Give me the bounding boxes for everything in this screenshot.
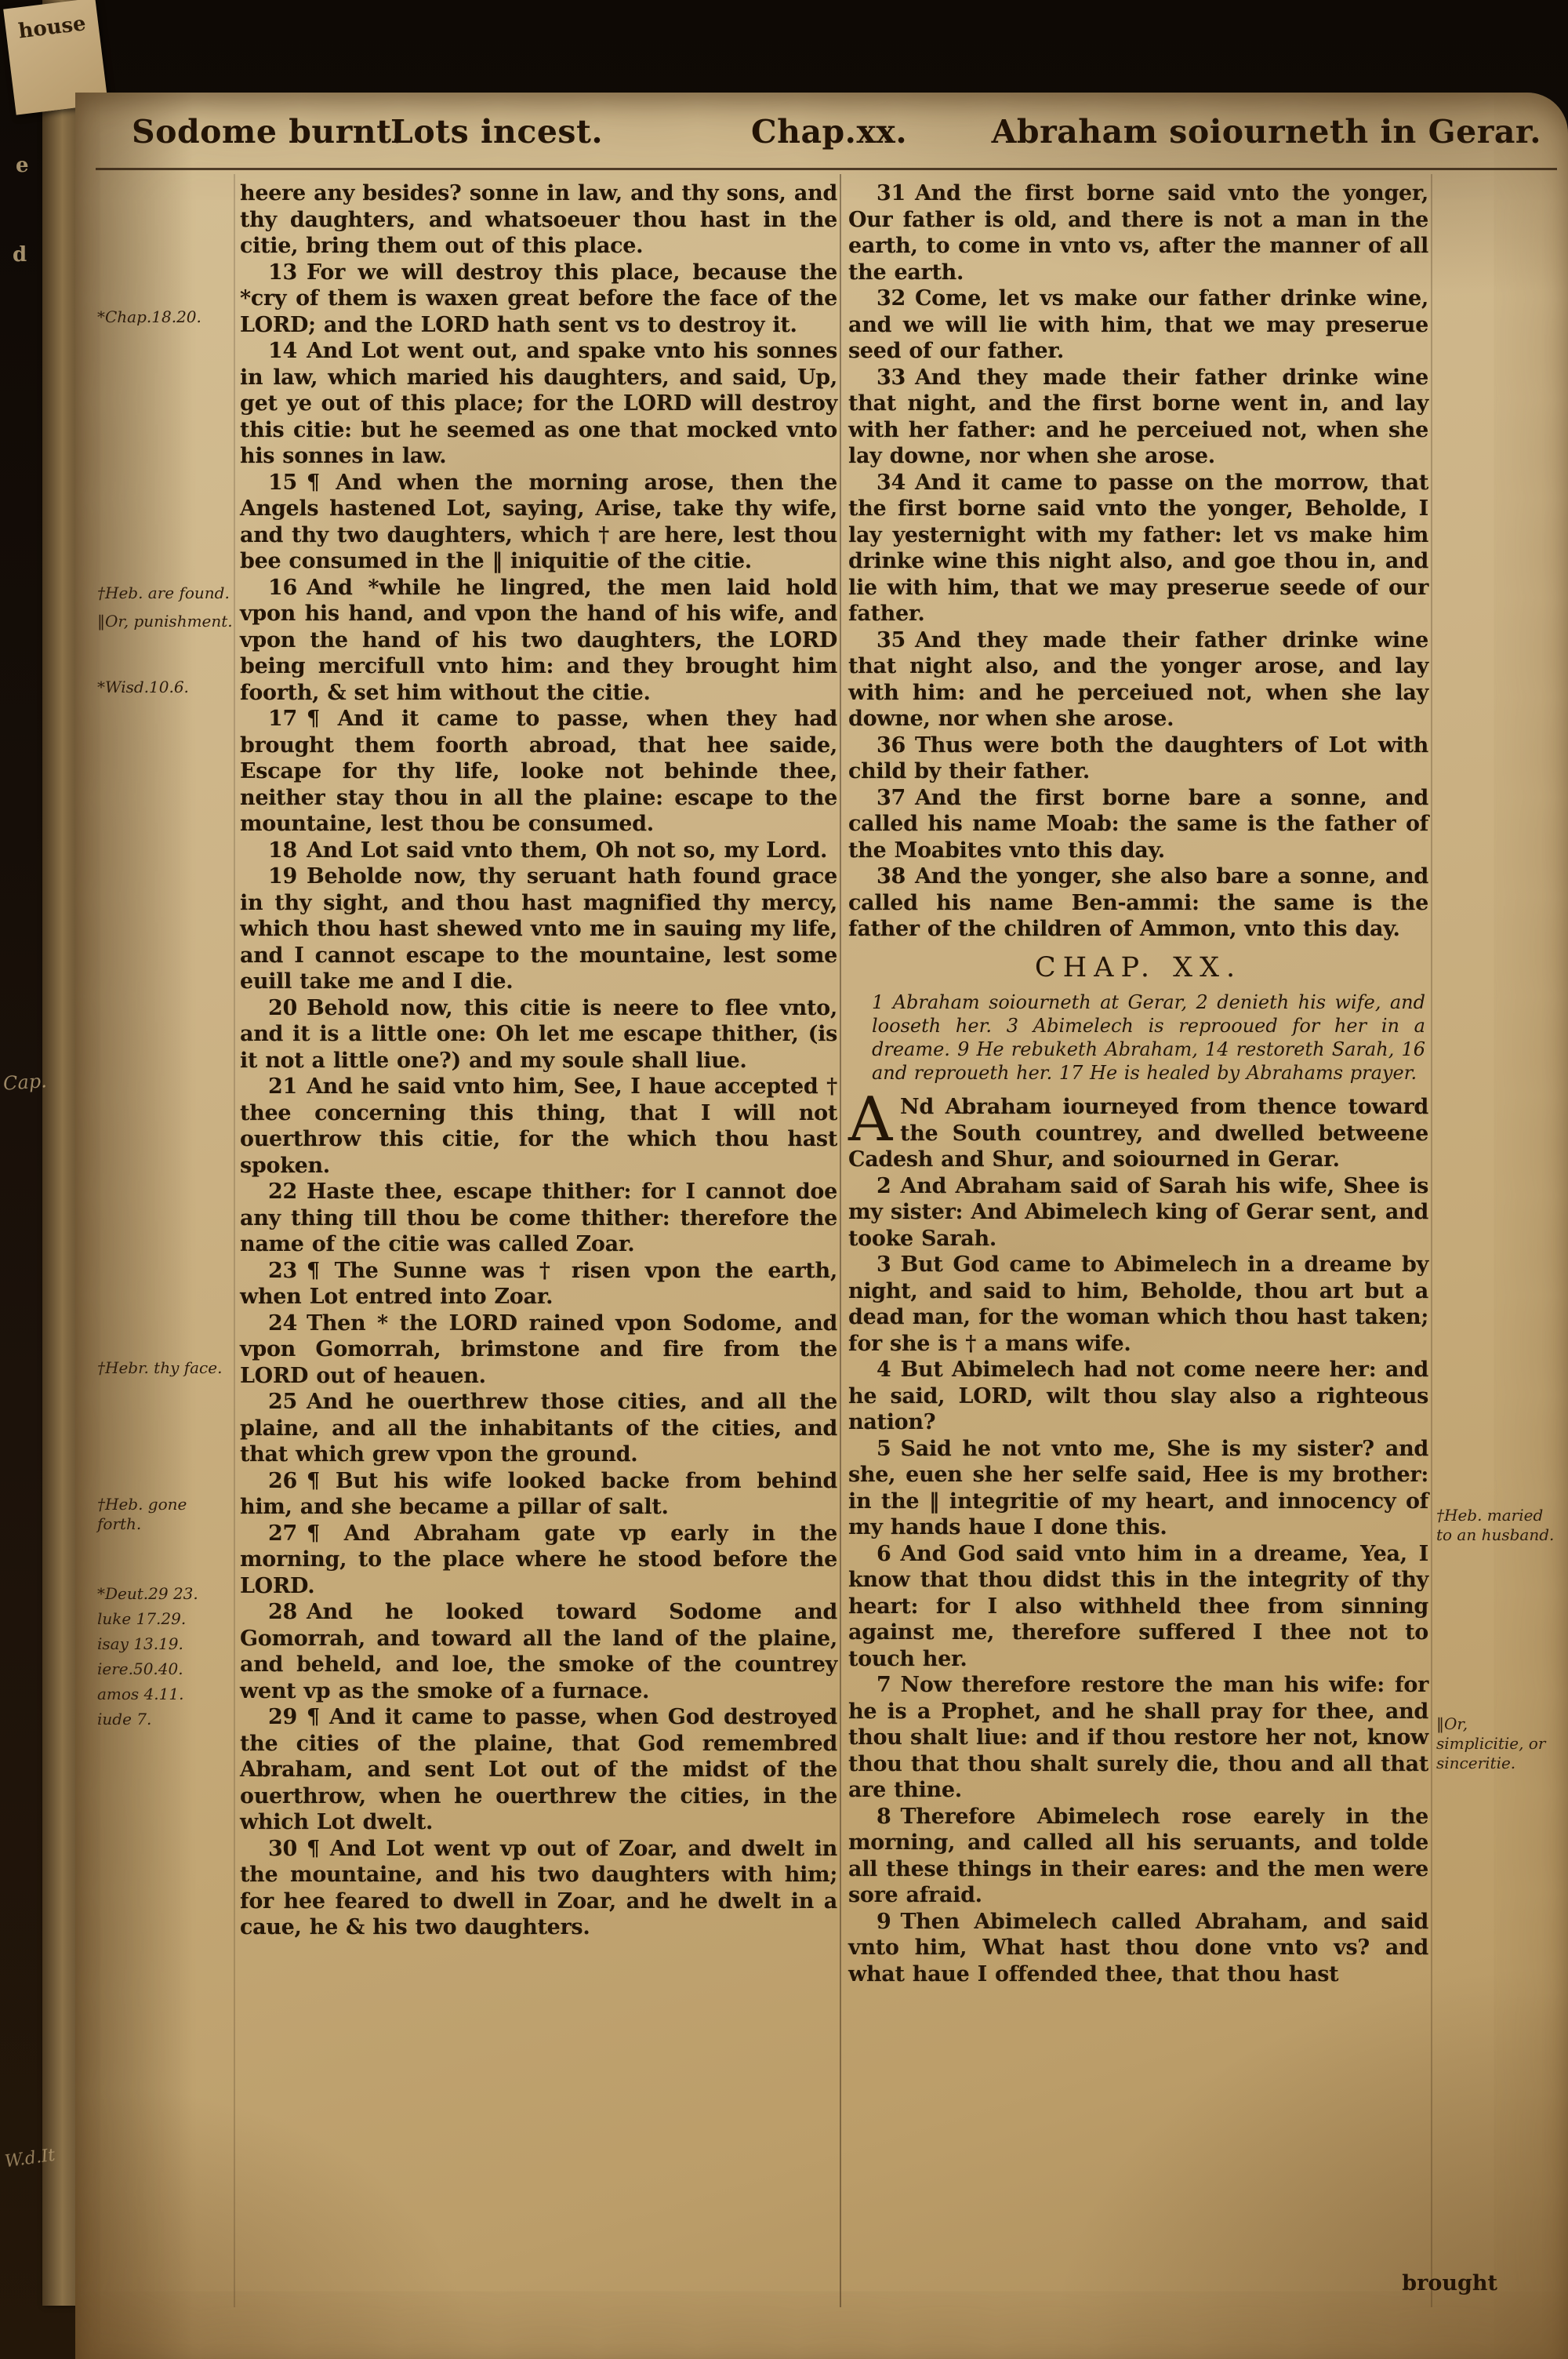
- verse-number: 13: [268, 260, 297, 285]
- verse-text: Said he not vnto me, She is my sister? and she, euen she her selfe said, Hee is my brother: in the ‖ integritie of my heart, and innocency of my hands haue I done this.: [848, 1436, 1428, 1539]
- right-text-column: [848, 180, 1428, 1987]
- column-rule-right: [1431, 174, 1432, 2307]
- margin-note: isay 13.19.: [97, 1634, 183, 1653]
- verse-text: And they made their father drinke wine that night, and the first borne went in, and lay with her father: and he perceiued not, when she lay downe, nor when she arose.: [848, 365, 1428, 468]
- running-header: [75, 113, 1568, 157]
- verse-text: And Lot went out, and spake vnto his sonnes in law, which maried his daughters, and said, Up, get ye out of this place; for the LORD will destroy this citie: but he seemed as one that mocked vnto his sonnes in law.: [240, 339, 837, 468]
- verse-number: 15: [268, 470, 297, 495]
- verse-number: 8: [877, 1804, 891, 1829]
- verse-text: Beholde now, thy seruant hath found grace in thy sight, and thou hast magnified thy mercy, which thou hast shewed vnto me in sauing my life, and I cannot escape to the mountaine, lest some euill take me and I die.: [240, 864, 837, 994]
- verse-number: 5: [877, 1436, 891, 1461]
- verse: [848, 1541, 1428, 1673]
- verse-text: ¶ And when the morning arose, then the Angels hastened Lot, saying, Arise, take thy wife, and thy two daughters, which † are here, lest thou bee consumed in the ‖ iniquitie of the citie.: [240, 470, 837, 573]
- verse: [240, 1389, 837, 1468]
- verse-text: Then * the LORD rained vpon Sodome, and vpon Gomorrah, brimstone and fire from the LORD out of heauen.: [240, 1310, 837, 1388]
- verse-continuation: heere any besides? sonne in law, and thy sons, and thy daughters, and whatsoeuer thou hast in the citie, bring them out of this place.: [240, 181, 837, 258]
- verse: [240, 1599, 837, 1704]
- verse-text: Thus were both the daughters of Lot with child by their father.: [848, 732, 1428, 783]
- verse-text: Nd Abraham iourneyed from thence toward the South countrey, and dwelled betweene Cadesh and Shur, and soiourned in Gerar.: [848, 1095, 1428, 1172]
- verse: [240, 1310, 837, 1390]
- verse-number: 38: [877, 864, 906, 889]
- verse: [240, 706, 837, 838]
- margin-note: *Deut.29 23.: [97, 1584, 198, 1603]
- verse: [848, 285, 1428, 365]
- verse-number: 6: [877, 1541, 891, 1566]
- verse-number: 16: [268, 575, 297, 600]
- column-rule-left: [234, 174, 235, 2307]
- verse-number: 28: [268, 1600, 297, 1624]
- verse-number: 14: [268, 339, 297, 363]
- margin-note: iude 7.: [97, 1710, 152, 1728]
- verse: [848, 863, 1428, 943]
- verse-text: Come, let vs make our father drinke wine, and we will lie with him, that we may preserue seed of our father.: [848, 286, 1428, 363]
- verse: [848, 1173, 1428, 1252]
- verse-number: 23: [268, 1258, 297, 1283]
- verse-text: But Abimelech had not come neere her: and he said, LORD, wilt thou slay also a righteous nation?: [848, 1358, 1428, 1434]
- verse-text: And the first borne bare a sonne, and called his name Moab: the same is the father of the Moabites vnto this day.: [848, 785, 1428, 863]
- verse-number: 37: [877, 785, 906, 810]
- verse-number: 2: [877, 1173, 891, 1198]
- edge-letter-fragment: W.d.It: [3, 2145, 56, 2172]
- verse-text: And Lot said vnto them, Oh not so, my Lord.: [306, 838, 828, 863]
- verse-text: And the first borne said vnto the yonger, Our father is old, and there is not a man in the earth, to come in vnto vs, after the manner of all the earth.: [848, 181, 1428, 285]
- verse: [240, 995, 837, 1074]
- verse-text: ¶ And it came to passe, when God destroyed the cities of the plaine, that God remembred Abraham, and sent Lot out of the midst of the ouerthrow, when he ouerthrew the cities, in the which Lot dwelt.: [240, 1705, 837, 1834]
- edge-letter-fragment: d: [13, 243, 27, 267]
- verse-1: [848, 1085, 1428, 1173]
- verse-text: Now therefore restore the man his wife: for he is a Prophet, and he shall pray for thee, and thou shalt liue: and if thou restore her not, know thou that thou shalt surely die, thou and all that are thine.: [848, 1673, 1428, 1802]
- verse: [848, 365, 1428, 470]
- verse: [240, 1836, 837, 1941]
- verse: [240, 1179, 837, 1258]
- verse-number: 25: [268, 1390, 297, 1414]
- verse-number: 30: [268, 1836, 297, 1861]
- edge-letter-fragment: Cap.: [2, 1070, 48, 1095]
- verse-number: 33: [877, 365, 906, 390]
- verse: [848, 627, 1428, 732]
- header-right-title: Abraham soiourneth in Gerar.: [991, 113, 1541, 151]
- verse: [848, 1804, 1428, 1909]
- margin-note: luke 17.29.: [97, 1609, 187, 1628]
- verse-text: Then Abimelech called Abraham, and said vnto him, What hast thou done vnto vs? and what haue I offended thee, that thou hast: [848, 1909, 1428, 1986]
- verse-text: ¶ And it came to passe, when they had brought them foorth abroad, that hee saide, Escape for thy life, looke not behinde thee, neither stay thou in all the plaine: escape to the mountaine, lest thou be consumed.: [240, 707, 837, 836]
- verse-number: 17: [268, 707, 297, 731]
- verse-text: And he looked toward Sodome and Gomorrah, and toward all the land of the plaine, and beheld, and loe, the smoke of the countrey went vp as the smoke of a furnace.: [240, 1600, 837, 1703]
- verse-number: 27: [268, 1521, 297, 1546]
- verse-number: 20: [268, 995, 297, 1020]
- verse: [240, 863, 837, 995]
- verse: [240, 1521, 837, 1600]
- verse-number: 22: [268, 1180, 297, 1204]
- margin-note: amos 4.11.: [97, 1685, 184, 1703]
- verse-number: 4: [877, 1358, 891, 1382]
- verse-number: 32: [877, 286, 906, 311]
- verse-number: 26: [268, 1468, 297, 1493]
- verse-number: 3: [877, 1252, 891, 1277]
- verse-number: 34: [877, 470, 906, 495]
- page-paper: [75, 93, 1568, 2359]
- verse-number: 7: [877, 1673, 891, 1697]
- verse: [240, 260, 837, 339]
- verse-text: And they made their father drinke wine that night also, and the yonger arose, and lay with him: and he perceiued not, when she lay downe, nor when she arose.: [848, 627, 1428, 731]
- verse-number: 36: [877, 732, 906, 758]
- verse: [848, 1909, 1428, 1988]
- verse-number: 21: [268, 1074, 297, 1099]
- margin-note: †Heb. gone forth.: [97, 1495, 187, 1533]
- margin-note: ‖Or, simplicitie, or sinceritie.: [1436, 1714, 1546, 1772]
- verse-text: Therefore Abimelech rose earely in the morning, and called all his seruants, and tolde all these things in their eares: and the men were sore afraid.: [848, 1804, 1428, 1907]
- verse-number: 31: [877, 181, 906, 205]
- verse-list: [240, 260, 837, 1941]
- verse-text: And Abraham said of Sarah his wife, Shee is my sister: And Abimelech king of Gerar sent, and tooke Sarah.: [848, 1173, 1428, 1251]
- verse-number: 35: [877, 627, 906, 652]
- margin-note: ‖Or, punishment.: [97, 612, 233, 631]
- verse-text: Behold now, this citie is neere to flee vnto, and it is a little one: Oh let me escape thither, (is it not a little one?) and my soule shall liue.: [240, 995, 837, 1073]
- verse-text: And *while he lingred, the men laid hold vpon his hand, and vpon the hand of his wife, and vpon the hand of his two daughters, the LORD being mercifull vnto him: and they brought him foorth, & set him without the citie.: [240, 575, 837, 705]
- verse: [240, 1704, 837, 1836]
- verse-text: And he said vnto him, See, I haue accepted † thee concerning this thing, that I will not ouerthrow this citie, for the which thou hast spoken.: [240, 1074, 837, 1178]
- margin-note: †Heb. maried to an husband.: [1436, 1506, 1555, 1544]
- margin-note: †Heb. are found.: [97, 583, 230, 602]
- verse-number: 24: [268, 1310, 297, 1336]
- verse: [848, 732, 1428, 785]
- verse: [848, 785, 1428, 864]
- verse: [848, 1357, 1428, 1436]
- verse-number: 9: [877, 1909, 891, 1934]
- verse-text: ¶ But his wife looked backe from behind him, and she became a pillar of salt.: [240, 1468, 837, 1519]
- verse: [848, 1252, 1428, 1357]
- drop-cap: A: [848, 1085, 893, 1155]
- verse: [240, 338, 837, 470]
- chapter-summary: 1 Abraham soiourneth at Gerar, 2 denieth his wife, and looseth her. 3 Abimelech is reprooued for her in a dreame. 9 He rebuketh Abraham, 14 restoreth Sarah, 16 and reproueth her. 17 He is healed by Abrahams prayer.: [872, 991, 1425, 1084]
- verse: [848, 180, 1428, 285]
- verse-number: 18: [268, 838, 297, 863]
- edge-letter-fragment: e: [16, 154, 29, 177]
- verse-text: But God came to Abimelech in a dreame by night, and said to him, Beholde, thou art but a dead man, for the woman which thou hast taken; for she is † a mans wife.: [848, 1252, 1428, 1356]
- margin-note: †Hebr. thy face.: [97, 1358, 223, 1377]
- verse-text: ¶ And Lot went vp out of Zoar, and dwelt in the mountaine, and his two daughters with him; for hee feared to dwell in Zoar, and he dwelt in a caue, he & his two daughters.: [240, 1836, 837, 1939]
- header-left-title-2: Lots incest.: [390, 113, 604, 151]
- verse: [240, 1468, 837, 1521]
- verse: [848, 1672, 1428, 1804]
- verse: [240, 1074, 837, 1179]
- fragment-text: house: [16, 12, 88, 44]
- catchword: brought: [1402, 2271, 1497, 2295]
- verse: [240, 838, 837, 864]
- verse-text: And he ouerthrew those cities, and all the plaine, and all the inhabitants of the cities, and that which grew vpon the ground.: [240, 1390, 837, 1467]
- header-left-title: Sodome burnt.: [132, 113, 404, 151]
- verse: [848, 1436, 1428, 1541]
- verse-text: And it came to passe on the morrow, that the first borne said vnto the yonger, Beholde, I lay yesternight with my father: let vs make him drinke wine this night also, and goe thou in, and lie with him, that we may preserue seede of our father.: [848, 470, 1428, 626]
- margin-note: iere.50.40.: [97, 1659, 183, 1678]
- chapter-heading: CHAP. XX.: [1034, 951, 1243, 983]
- verse: [848, 470, 1428, 627]
- verse-text: ¶ The Sunne was † risen vpon the earth, when Lot entred into Zoar.: [240, 1258, 837, 1309]
- column-rule-center: [840, 174, 841, 2307]
- margin-note: *Wisd.10.6.: [97, 678, 189, 696]
- verse-list: [848, 180, 1428, 943]
- verse-text: And God said vnto him in a dreame, Yea, I know that thou didst this in the integrity of thy heart: for I also withheld thee from sinning against me, therefore suffered I thee not to touch her.: [848, 1541, 1428, 1671]
- verse: [240, 575, 837, 707]
- verse-number: 19: [268, 864, 297, 889]
- verse: [240, 1258, 837, 1310]
- binding-edge: [42, 0, 78, 2306]
- verse-text: For we will destroy this place, because the *cry of them is waxen great before the face of the LORD; and the LORD hath sent vs to destroy it.: [240, 260, 837, 337]
- left-text-column: [240, 180, 837, 1941]
- header-chapter: Chap.xx.: [751, 113, 908, 151]
- verse-text: And the yonger, she also bare a sonne, and called his name Ben-ammi: the same is the father of the children of Ammon, vnto this day.: [848, 864, 1428, 941]
- verse-text: Haste thee, escape thither: for I cannot doe any thing till thou be come thither: therefore the name of the citie was called Zoar.: [240, 1180, 837, 1256]
- margin-note: *Chap.18.20.: [97, 307, 201, 326]
- verse-text: ¶ And Abraham gate vp early in the morning, to the place where he stood before the LORD.: [240, 1521, 837, 1598]
- verse-number: 29: [268, 1705, 297, 1729]
- header-rule: [96, 168, 1557, 170]
- verse-list: [848, 1173, 1428, 1988]
- verse: [240, 470, 837, 575]
